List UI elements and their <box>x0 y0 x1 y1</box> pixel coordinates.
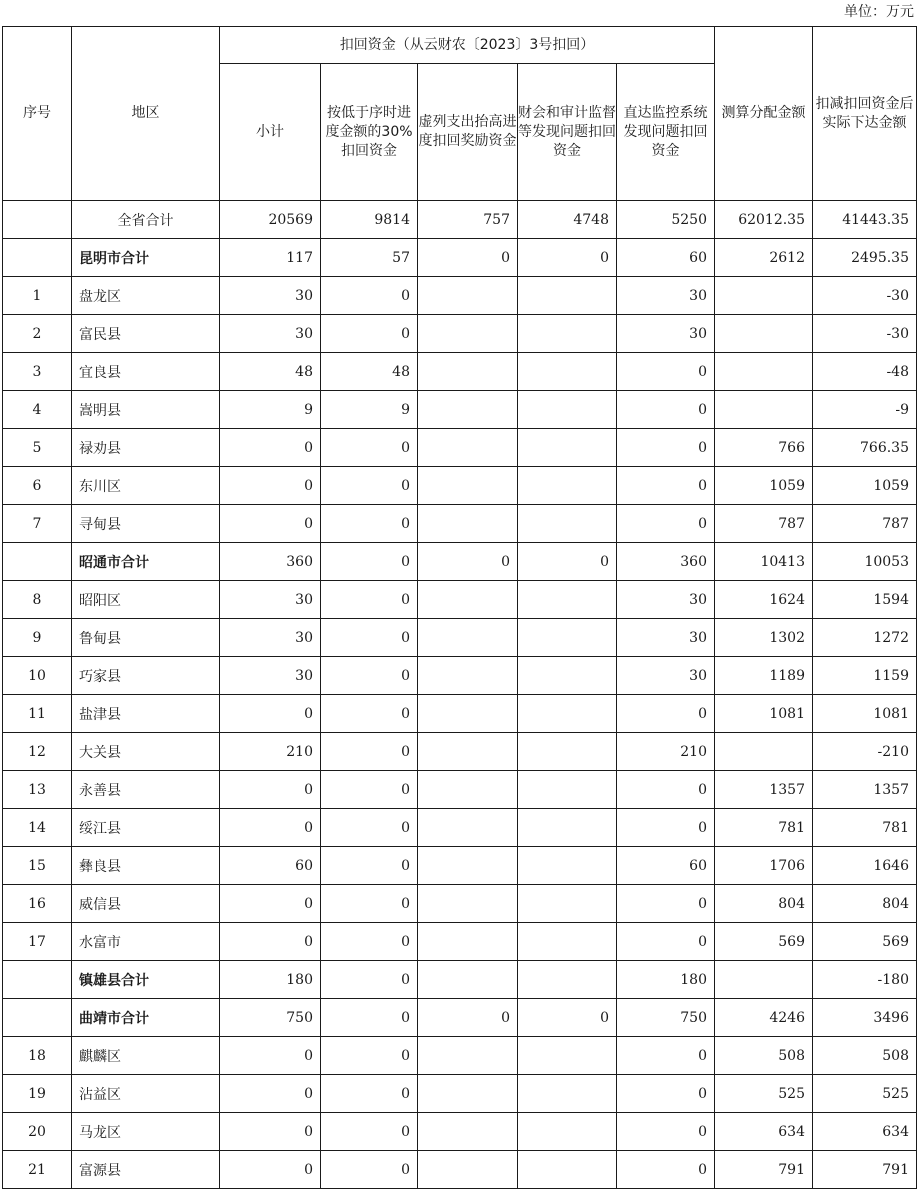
monitor-cell: 0 <box>617 1113 715 1151</box>
header-subtotal: 小计 <box>220 64 321 201</box>
calc-amount-cell: 4246 <box>715 999 813 1037</box>
subtotal-cell: 0 <box>220 771 321 809</box>
monitor-cell: 210 <box>617 733 715 771</box>
false-spend-cell <box>418 733 518 771</box>
region-cell: 昭阳区 <box>72 581 220 619</box>
audit-cell <box>518 505 617 543</box>
actual-amount-cell: -30 <box>813 315 917 353</box>
low-progress-cell: 0 <box>321 885 418 923</box>
seq-cell: 1 <box>3 277 72 315</box>
actual-amount-cell: 525 <box>813 1075 917 1113</box>
false-spend-cell <box>418 657 518 695</box>
false-spend-cell <box>418 505 518 543</box>
seq-cell <box>3 239 72 277</box>
actual-amount-cell: 787 <box>813 505 917 543</box>
audit-cell <box>518 429 617 467</box>
seq-cell: 21 <box>3 1151 72 1189</box>
low-progress-cell: 0 <box>321 1075 418 1113</box>
actual-amount-cell: 1594 <box>813 581 917 619</box>
audit-cell <box>518 657 617 695</box>
subtotal-cell: 30 <box>220 315 321 353</box>
subtotal-cell: 210 <box>220 733 321 771</box>
actual-amount-cell: 3496 <box>813 999 917 1037</box>
header-audit: 财会和审计监督等发现问题扣回资金 <box>518 64 617 201</box>
table-row <box>3 657 917 695</box>
false-spend-cell <box>418 429 518 467</box>
monitor-cell: 360 <box>617 543 715 581</box>
header-region: 地区 <box>72 27 220 201</box>
calc-amount-cell: 1624 <box>715 581 813 619</box>
seq-cell: 9 <box>3 619 72 657</box>
subtotal-cell: 360 <box>220 543 321 581</box>
calc-amount-cell <box>715 391 813 429</box>
false-spend-cell <box>418 619 518 657</box>
monitor-cell: 30 <box>617 315 715 353</box>
actual-amount-cell: 1646 <box>813 847 917 885</box>
seq-cell: 7 <box>3 505 72 543</box>
audit-cell <box>518 1151 617 1189</box>
seq-cell: 15 <box>3 847 72 885</box>
header-false-spend: 虚列支出抬高进度扣回奖励资金 <box>418 64 518 201</box>
seq-cell <box>3 999 72 1037</box>
seq-cell: 19 <box>3 1075 72 1113</box>
monitor-cell: 0 <box>617 505 715 543</box>
region-cell: 鲁甸县 <box>72 619 220 657</box>
audit-cell <box>518 1075 617 1113</box>
actual-amount-cell: -180 <box>813 961 917 999</box>
calc-amount-cell: 10413 <box>715 543 813 581</box>
table-header <box>3 27 917 201</box>
seq-cell: 8 <box>3 581 72 619</box>
monitor-cell: 0 <box>617 1075 715 1113</box>
actual-amount-cell: 41443.35 <box>813 201 917 239</box>
calc-amount-cell <box>715 315 813 353</box>
audit-cell: 0 <box>518 239 617 277</box>
audit-cell <box>518 1037 617 1075</box>
seq-cell: 3 <box>3 353 72 391</box>
false-spend-cell: 757 <box>418 201 518 239</box>
false-spend-cell <box>418 1113 518 1151</box>
summary-row <box>3 239 917 277</box>
unit-label: 单位：万元 <box>844 4 914 20</box>
monitor-cell: 0 <box>617 1037 715 1075</box>
actual-amount-cell: 1059 <box>813 467 917 505</box>
region-cell: 大关县 <box>72 733 220 771</box>
table-row <box>3 581 917 619</box>
subtotal-cell: 0 <box>220 1113 321 1151</box>
low-progress-cell: 0 <box>321 809 418 847</box>
summary-row <box>3 999 917 1037</box>
calc-amount-cell: 1357 <box>715 771 813 809</box>
false-spend-cell: 0 <box>418 999 518 1037</box>
table-row <box>3 505 917 543</box>
monitor-cell: 0 <box>617 429 715 467</box>
audit-cell <box>518 771 617 809</box>
subtotal-cell: 60 <box>220 847 321 885</box>
low-progress-cell: 0 <box>321 923 418 961</box>
actual-amount-cell: 1357 <box>813 771 917 809</box>
calc-amount-cell <box>715 277 813 315</box>
table-row <box>3 847 917 885</box>
false-spend-cell <box>418 923 518 961</box>
calc-amount-cell: 1081 <box>715 695 813 733</box>
seq-cell: 18 <box>3 1037 72 1075</box>
region-cell: 富民县 <box>72 315 220 353</box>
table-row <box>3 733 917 771</box>
low-progress-cell: 57 <box>321 239 418 277</box>
region-cell: 镇雄县合计 <box>72 961 220 999</box>
calc-amount-cell: 781 <box>715 809 813 847</box>
monitor-cell: 5250 <box>617 201 715 239</box>
region-cell: 马龙区 <box>72 1113 220 1151</box>
table-row <box>3 467 917 505</box>
audit-cell: 0 <box>518 999 617 1037</box>
table-row <box>3 353 917 391</box>
audit-cell <box>518 1113 617 1151</box>
table-row <box>3 429 917 467</box>
audit-cell <box>518 695 617 733</box>
calc-amount-cell: 634 <box>715 1113 813 1151</box>
subtotal-cell: 0 <box>220 1151 321 1189</box>
seq-cell <box>3 961 72 999</box>
header-deduction-group: 扣回资金（从云财农〔2023〕3号扣回） <box>220 27 715 64</box>
low-progress-cell: 0 <box>321 581 418 619</box>
low-progress-cell: 0 <box>321 695 418 733</box>
subtotal-cell: 30 <box>220 619 321 657</box>
calc-amount-cell <box>715 961 813 999</box>
calc-amount-cell: 766 <box>715 429 813 467</box>
low-progress-cell: 0 <box>321 619 418 657</box>
actual-amount-cell: 569 <box>813 923 917 961</box>
actual-amount-cell: 1272 <box>813 619 917 657</box>
seq-cell: 16 <box>3 885 72 923</box>
subtotal-cell: 0 <box>220 467 321 505</box>
table-row <box>3 391 917 429</box>
low-progress-cell: 0 <box>321 315 418 353</box>
audit-cell <box>518 315 617 353</box>
monitor-cell: 60 <box>617 847 715 885</box>
audit-cell <box>518 885 617 923</box>
monitor-cell: 0 <box>617 353 715 391</box>
audit-cell: 4748 <box>518 201 617 239</box>
seq-cell: 14 <box>3 809 72 847</box>
actual-amount-cell: -30 <box>813 277 917 315</box>
region-cell: 昭通市合计 <box>72 543 220 581</box>
low-progress-cell: 9814 <box>321 201 418 239</box>
false-spend-cell <box>418 1037 518 1075</box>
actual-amount-cell: 10053 <box>813 543 917 581</box>
false-spend-cell <box>418 771 518 809</box>
audit-cell <box>518 961 617 999</box>
low-progress-cell: 0 <box>321 847 418 885</box>
false-spend-cell <box>418 961 518 999</box>
false-spend-cell <box>418 277 518 315</box>
seq-cell: 10 <box>3 657 72 695</box>
seq-cell: 4 <box>3 391 72 429</box>
seq-cell: 11 <box>3 695 72 733</box>
audit-cell <box>518 391 617 429</box>
false-spend-cell <box>418 695 518 733</box>
monitor-cell: 30 <box>617 619 715 657</box>
seq-cell: 20 <box>3 1113 72 1151</box>
audit-cell: 0 <box>518 543 617 581</box>
low-progress-cell: 0 <box>321 771 418 809</box>
seq-cell: 13 <box>3 771 72 809</box>
table-row <box>3 771 917 809</box>
false-spend-cell <box>418 847 518 885</box>
low-progress-cell: 0 <box>321 657 418 695</box>
low-progress-cell: 0 <box>321 467 418 505</box>
subtotal-cell: 750 <box>220 999 321 1037</box>
low-progress-cell: 0 <box>321 1151 418 1189</box>
calc-amount-cell <box>715 733 813 771</box>
low-progress-cell: 0 <box>321 961 418 999</box>
header-actual-amount: 扣减扣回资金后实际下达金额 <box>813 27 917 201</box>
subtotal-cell: 30 <box>220 581 321 619</box>
low-progress-cell: 0 <box>321 733 418 771</box>
table-row <box>3 809 917 847</box>
false-spend-cell <box>418 467 518 505</box>
monitor-cell: 0 <box>617 391 715 429</box>
table-row <box>3 1037 917 1075</box>
actual-amount-cell: 1081 <box>813 695 917 733</box>
audit-cell <box>518 467 617 505</box>
table-row <box>3 1113 917 1151</box>
subtotal-cell: 0 <box>220 1075 321 1113</box>
region-cell: 水富市 <box>72 923 220 961</box>
false-spend-cell <box>418 1075 518 1113</box>
subtotal-cell: 0 <box>220 885 321 923</box>
low-progress-cell: 0 <box>321 277 418 315</box>
false-spend-cell <box>418 391 518 429</box>
calc-amount-cell: 1302 <box>715 619 813 657</box>
table-body <box>3 201 917 1189</box>
monitor-cell: 30 <box>617 657 715 695</box>
actual-amount-cell: 781 <box>813 809 917 847</box>
audit-cell <box>518 277 617 315</box>
header-low-progress: 按低于序时进度金额的30%扣回资金 <box>321 64 418 201</box>
seq-cell <box>3 201 72 239</box>
monitor-cell: 750 <box>617 999 715 1037</box>
region-cell: 巧家县 <box>72 657 220 695</box>
monitor-cell: 30 <box>617 581 715 619</box>
false-spend-cell: 0 <box>418 543 518 581</box>
calc-amount-cell <box>715 353 813 391</box>
subtotal-cell: 0 <box>220 809 321 847</box>
low-progress-cell: 48 <box>321 353 418 391</box>
false-spend-cell <box>418 581 518 619</box>
table-row <box>3 885 917 923</box>
subtotal-cell: 0 <box>220 923 321 961</box>
seq-cell: 2 <box>3 315 72 353</box>
table-row <box>3 277 917 315</box>
low-progress-cell: 0 <box>321 1113 418 1151</box>
seq-cell <box>3 543 72 581</box>
region-cell: 麒麟区 <box>72 1037 220 1075</box>
actual-amount-cell: 634 <box>813 1113 917 1151</box>
false-spend-cell <box>418 809 518 847</box>
region-cell: 盘龙区 <box>72 277 220 315</box>
table-row <box>3 1151 917 1189</box>
region-cell: 禄劝县 <box>72 429 220 467</box>
subtotal-cell: 0 <box>220 695 321 733</box>
calc-amount-cell: 804 <box>715 885 813 923</box>
low-progress-cell: 0 <box>321 429 418 467</box>
calc-amount-cell: 569 <box>715 923 813 961</box>
calc-amount-cell: 787 <box>715 505 813 543</box>
actual-amount-cell: -48 <box>813 353 917 391</box>
region-cell: 永善县 <box>72 771 220 809</box>
summary-row <box>3 543 917 581</box>
table-row <box>3 1075 917 1113</box>
false-spend-cell <box>418 353 518 391</box>
subtotal-cell: 0 <box>220 1037 321 1075</box>
monitor-cell: 0 <box>617 771 715 809</box>
header-monitor: 直达监控系统发现问题扣回资金 <box>617 64 715 201</box>
monitor-cell: 0 <box>617 1151 715 1189</box>
monitor-cell: 60 <box>617 239 715 277</box>
monitor-cell: 0 <box>617 809 715 847</box>
false-spend-cell <box>418 885 518 923</box>
audit-cell <box>518 923 617 961</box>
region-cell: 宜良县 <box>72 353 220 391</box>
audit-cell <box>518 353 617 391</box>
seq-cell: 6 <box>3 467 72 505</box>
audit-cell <box>518 847 617 885</box>
region-cell: 彝良县 <box>72 847 220 885</box>
subtotal-cell: 117 <box>220 239 321 277</box>
table-row <box>3 619 917 657</box>
region-cell: 嵩明县 <box>72 391 220 429</box>
actual-amount-cell: 791 <box>813 1151 917 1189</box>
low-progress-cell: 0 <box>321 1037 418 1075</box>
calc-amount-cell: 2612 <box>715 239 813 277</box>
monitor-cell: 0 <box>617 923 715 961</box>
region-cell: 富源县 <box>72 1151 220 1189</box>
calc-amount-cell: 62012.35 <box>715 201 813 239</box>
audit-cell <box>518 581 617 619</box>
subtotal-cell: 180 <box>220 961 321 999</box>
actual-amount-cell: 1159 <box>813 657 917 695</box>
subtotal-cell: 30 <box>220 277 321 315</box>
actual-amount-cell: -9 <box>813 391 917 429</box>
funds-table <box>2 26 917 1189</box>
monitor-cell: 0 <box>617 885 715 923</box>
subtotal-cell: 20569 <box>220 201 321 239</box>
header-seq: 序号 <box>3 27 72 201</box>
header-calc-amount: 测算分配金额 <box>715 27 813 201</box>
subtotal-cell: 9 <box>220 391 321 429</box>
monitor-cell: 180 <box>617 961 715 999</box>
low-progress-cell: 0 <box>321 543 418 581</box>
calc-amount-cell: 791 <box>715 1151 813 1189</box>
region-cell: 曲靖市合计 <box>72 999 220 1037</box>
audit-cell <box>518 809 617 847</box>
seq-cell: 12 <box>3 733 72 771</box>
region-cell: 昆明市合计 <box>72 239 220 277</box>
table-row <box>3 315 917 353</box>
subtotal-cell: 48 <box>220 353 321 391</box>
seq-cell: 5 <box>3 429 72 467</box>
calc-amount-cell: 525 <box>715 1075 813 1113</box>
audit-cell <box>518 733 617 771</box>
actual-amount-cell: 2495.35 <box>813 239 917 277</box>
region-cell: 全省合计 <box>72 201 220 239</box>
false-spend-cell: 0 <box>418 239 518 277</box>
actual-amount-cell: 804 <box>813 885 917 923</box>
seq-cell: 17 <box>3 923 72 961</box>
actual-amount-cell: 766.35 <box>813 429 917 467</box>
false-spend-cell <box>418 1151 518 1189</box>
low-progress-cell: 0 <box>321 999 418 1037</box>
monitor-cell: 30 <box>617 277 715 315</box>
region-cell: 威信县 <box>72 885 220 923</box>
audit-cell <box>518 619 617 657</box>
subtotal-cell: 0 <box>220 505 321 543</box>
subtotal-cell: 30 <box>220 657 321 695</box>
monitor-cell: 0 <box>617 467 715 505</box>
summary-row <box>3 201 917 239</box>
subtotal-cell: 0 <box>220 429 321 467</box>
calc-amount-cell: 508 <box>715 1037 813 1075</box>
table-row <box>3 923 917 961</box>
low-progress-cell: 9 <box>321 391 418 429</box>
calc-amount-cell: 1706 <box>715 847 813 885</box>
monitor-cell: 0 <box>617 695 715 733</box>
region-cell: 绥江县 <box>72 809 220 847</box>
low-progress-cell: 0 <box>321 505 418 543</box>
summary-row <box>3 961 917 999</box>
table-row <box>3 695 917 733</box>
region-cell: 盐津县 <box>72 695 220 733</box>
calc-amount-cell: 1189 <box>715 657 813 695</box>
false-spend-cell <box>418 315 518 353</box>
region-cell: 东川区 <box>72 467 220 505</box>
region-cell: 沾益区 <box>72 1075 220 1113</box>
actual-amount-cell: 508 <box>813 1037 917 1075</box>
region-cell: 寻甸县 <box>72 505 220 543</box>
calc-amount-cell: 1059 <box>715 467 813 505</box>
actual-amount-cell: -210 <box>813 733 917 771</box>
